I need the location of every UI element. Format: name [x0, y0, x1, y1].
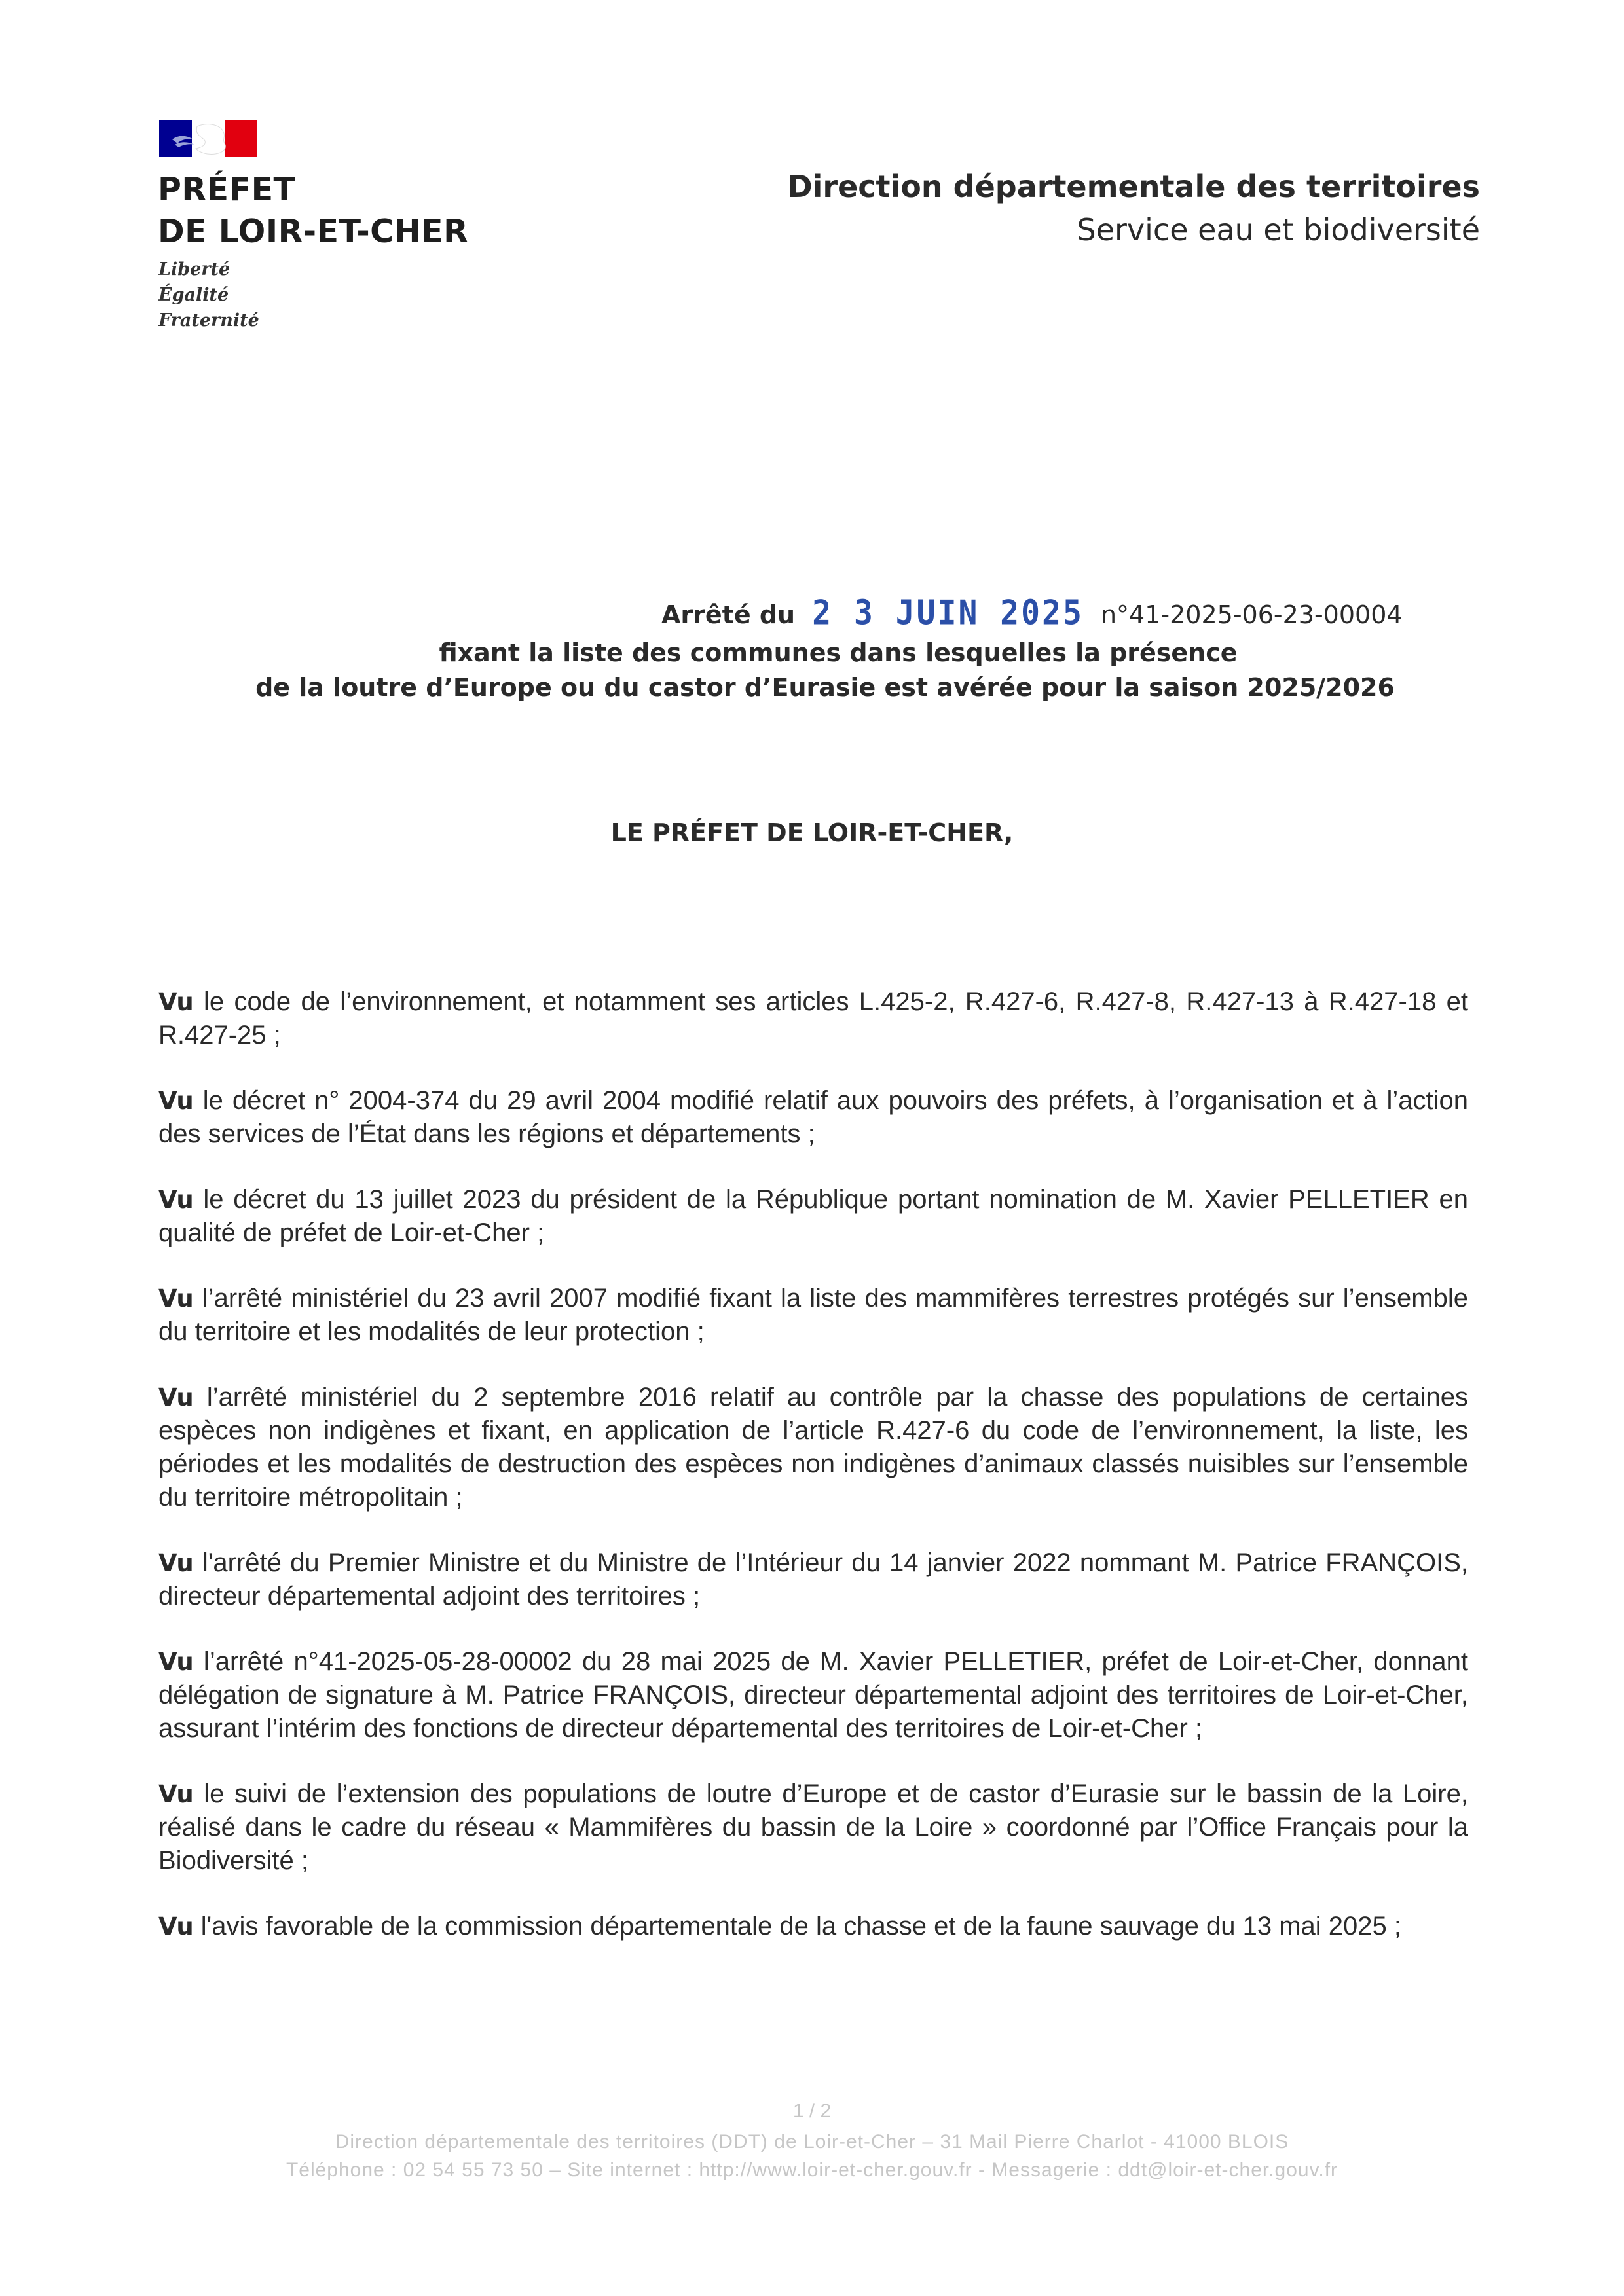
visa-text: l'avis favorable de la commission départementale de la chasse et de la faune sauvage du 13 mai 2025 ;	[193, 1912, 1401, 1941]
footer-address: Direction départementale des territoires (DDT) de Loir-et-Cher – 31 Mail Pierre Charlot - 41000 BLOIS	[335, 2131, 1289, 2153]
visas-list	[158, 985, 1468, 1975]
visa-keyword: Vu	[158, 1648, 194, 1676]
visa-paragraph	[158, 985, 1468, 1052]
prefet-title-line1: PRÉFET	[158, 171, 296, 208]
motto-fraternite: Fraternité	[158, 310, 259, 331]
visa-keyword: Vu	[158, 1087, 194, 1115]
visa-paragraph	[158, 1910, 1468, 1943]
marianne-logo-icon	[159, 120, 257, 157]
visa-text: l'arrêté du Premier Ministre et du Ministre de l’Intérieur du 14 janvier 2022 nommant M. Patrice FRANÇOIS, directeur départemental adjoint des territoires ;	[158, 1548, 1468, 1611]
visa-text: le décret du 13 juillet 2023 du président de la République portant nomination de M. Xavier PELLETIER en qualité de préfet de Loir-et-Cher ;	[158, 1185, 1468, 1247]
date-stamp: 2 3 JUIN 2025	[812, 592, 1084, 633]
visa-paragraph	[158, 1084, 1468, 1151]
visa-paragraph	[158, 1381, 1468, 1514]
prefet-heading: LE PRÉFET DE LOIR-ET-CHER,	[610, 818, 1014, 847]
arrete-subject-line1: fixant la liste des communes dans lesquelles la présence	[439, 638, 1238, 667]
visa-text: l’arrêté ministériel du 23 avril 2007 modifié fixant la liste des mammifères terrestres protégés sur l’ensemble du territoire et les modalités de leur protection ;	[158, 1284, 1468, 1346]
service-direction: Direction départementale des territoires	[787, 169, 1480, 204]
visa-paragraph	[158, 1183, 1468, 1250]
visa-text: l’arrêté ministériel du 2 septembre 2016 relatif au contrôle par la chasse des populations de certaines espèces non indigènes et fixant, en application de l’article R.427-6 du code de l’environnement, la liste, les périodes et les modalités de destruction des espèces non indigènes d’animaux classés nuisibles sur l’ensemble du territoire métropolitain ;	[158, 1383, 1468, 1512]
visa-keyword: Vu	[158, 1780, 194, 1808]
visa-text: le code de l’environnement, et notamment ses articles L.425-2, R.427-6, R.427-8, R.427-13 à R.427-18 et R.427-25 ;	[158, 987, 1468, 1049]
prefet-title-line2: DE LOIR-ET-CHER	[158, 213, 469, 250]
visa-paragraph	[158, 1645, 1468, 1745]
footer-contact: Téléphone : 02 54 55 73 50 – Site internet : http://www.loir-et-cher.gouv.fr - Messagerie : ddt@loir-et-cher.gouv.fr	[286, 2159, 1338, 2181]
motto-egalite: Égalité	[158, 285, 229, 305]
visa-keyword: Vu	[158, 1549, 194, 1577]
issuing-service	[787, 165, 1480, 251]
visa-text: le suivi de l’extension des populations de loutre d’Europe et de castor d’Eurasie sur le bassin de la Loire, réalisé dans le cadre du réseau « Mammifères du bassin de la Loire » coordonné par l’Office Français pour la Biodiversité ;	[158, 1779, 1468, 1875]
visa-keyword: Vu	[158, 1912, 194, 1941]
arrete-title-line	[661, 594, 1403, 631]
visa-text: l’arrêté n°41-2025-05-28-00002 du 28 mai 2025 de M. Xavier PELLETIER, préfet de Loir-et-Cher, donnant délégation de signature à M. Patrice FRANÇOIS, directeur départemental adjoint des territoires de Loir-et-Cher, assurant l’intérim des fonctions de directeur départemental des territoires de Loir-et-Cher ;	[158, 1647, 1468, 1743]
visa-text: le décret n° 2004-374 du 29 avril 2004 modifié relatif aux pouvoirs des préfets, à l’organisation et à l’action des services de l’État dans les régions et départements ;	[158, 1086, 1468, 1148]
page-number: 1 / 2	[792, 2100, 832, 2122]
visa-paragraph	[158, 1546, 1468, 1613]
arrete-number: n°41-2025-06-23-00004	[1100, 600, 1403, 629]
visa-keyword: Vu	[158, 988, 194, 1016]
republic-motto	[158, 257, 259, 333]
arrete-prefix: Arrêté du	[661, 600, 796, 629]
visa-keyword: Vu	[158, 1285, 194, 1313]
motto-liberte: Liberté	[158, 259, 231, 280]
visa-keyword: Vu	[158, 1186, 194, 1214]
prefet-title	[158, 169, 468, 253]
arrete-subject-line2: de la loutre d’Europe ou du castor d’Eurasie est avérée pour la saison 2025/2026	[255, 673, 1395, 702]
service-name: Service eau et biodiversité	[1077, 212, 1480, 247]
visa-paragraph	[158, 1777, 1468, 1878]
visa-keyword: Vu	[158, 1383, 194, 1412]
visa-paragraph	[158, 1282, 1468, 1349]
